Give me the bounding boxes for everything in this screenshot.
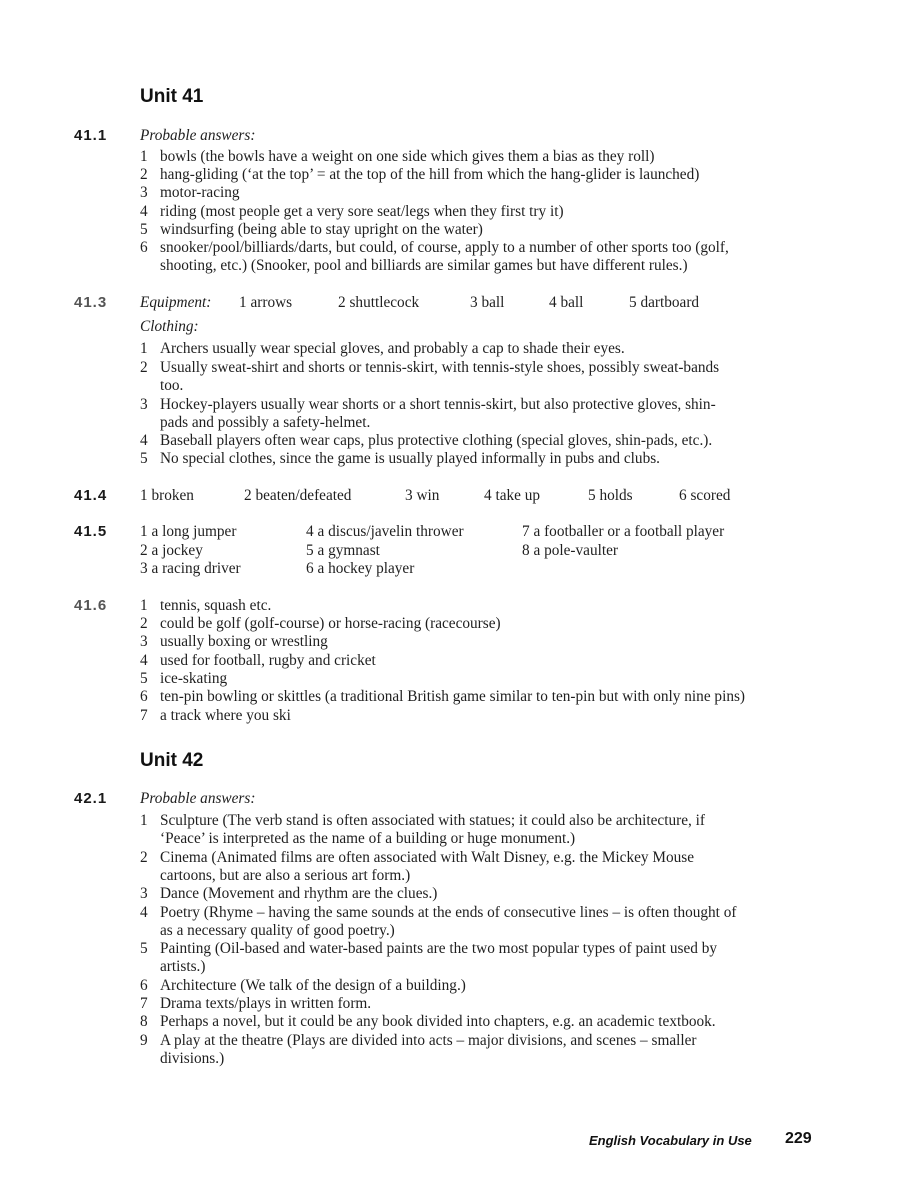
exercise-41-1-heading: Probable answers:	[140, 127, 256, 144]
answer-word: 1 a long jumper	[140, 523, 237, 540]
item-number: 4	[140, 432, 148, 449]
equipment-answer: 3 ball	[470, 294, 505, 311]
equipment-answer: 5 dartboard	[629, 294, 700, 311]
answer-line: used for football, rugby and cricket	[160, 652, 376, 669]
item-number: 2	[140, 359, 148, 376]
answer-line: tennis, squash etc.	[160, 597, 272, 614]
answer-line: Dance (Movement and rhythm are the clues.)	[160, 885, 438, 902]
answer-line: pads and possibly a safety-helmet.	[160, 414, 371, 431]
answer-word: 6 a hockey player	[306, 560, 415, 577]
clothing-label: Clothing:	[140, 318, 199, 335]
item-number: 9	[140, 1032, 148, 1049]
answer-line: ice-skating	[160, 670, 228, 687]
answer-line: as a necessary quality of good poetry.)	[160, 922, 395, 939]
item-number: 5	[140, 940, 148, 957]
answer-line: cartoons, but are also a serious art form.)	[160, 867, 411, 884]
item-number: 1	[140, 148, 148, 165]
answer-line: a track where you ski	[160, 707, 291, 724]
exercise-41-4-number: 41.4	[74, 487, 108, 504]
exercise-41-6-number: 41.6	[74, 597, 108, 614]
item-number: 8	[140, 1013, 148, 1030]
answer-line: Archers usually wear special gloves, and probably a cap to shade their eyes.	[160, 340, 625, 357]
page-number: 229	[785, 1130, 812, 1147]
answer-line: windsurfing (being able to stay upright on the water)	[160, 221, 483, 238]
item-number: 4	[140, 904, 148, 921]
item-number: 4	[140, 652, 148, 669]
item-number: 5	[140, 221, 148, 238]
answer-line: Sculpture (The verb stand is often associated with statues; it could also be architecture, if	[160, 812, 705, 829]
answer-line: ten-pin bowling or skittles (a traditional British game similar to ten-pin but with only nine pins)	[160, 688, 746, 705]
answer-line: Hockey-players usually wear shorts or a short tennis-skirt, but also protective gloves, shin-	[160, 396, 716, 413]
answer-line: artists.)	[160, 958, 206, 975]
equipment-answer: 4 ball	[549, 294, 584, 311]
answer-line: Painting (Oil-based and water-based paints are the two most popular types of paint used by	[160, 940, 718, 957]
item-number: 3	[140, 885, 148, 902]
answer-word: 4 a discus/javelin thrower	[306, 523, 464, 540]
answer-line: bowls (the bowls have a weight on one side which gives them a bias as they roll)	[160, 148, 655, 165]
answer-line: A play at the theatre (Plays are divided into acts – major divisions, and scenes – smaller	[160, 1032, 697, 1049]
answer-line: No special clothes, since the game is usually played informally in pubs and clubs.	[160, 450, 661, 467]
exercise-42-1-heading: Probable answers:	[140, 790, 256, 807]
answer-line: ‘Peace’ is interpreted as the name of a building or huge monument.)	[160, 830, 576, 847]
item-number: 4	[140, 203, 148, 220]
answer-line: could be golf (golf-course) or horse-racing (racecourse)	[160, 615, 501, 632]
answer-line: motor-racing	[160, 184, 240, 201]
equipment-label: Equipment:	[140, 294, 212, 311]
answer-line: shooting, etc.) (Snooker, pool and billiards are similar games but have different rules.)	[160, 257, 688, 274]
answer-line: Cinema (Animated films are often associated with Walt Disney, e.g. the Mickey Mouse	[160, 849, 695, 866]
answer-line: Usually sweat-shirt and shorts or tennis-skirt, with tennis-style shoes, possibly sweat-bands	[160, 359, 720, 376]
item-number: 3	[140, 396, 148, 413]
item-number: 5	[140, 670, 148, 687]
unit-41-title: Unit 41	[140, 86, 204, 107]
item-number: 3	[140, 184, 148, 201]
answer-word: 2 a jockey	[140, 542, 203, 559]
item-number: 6	[140, 688, 148, 705]
answer-word: 6 scored	[679, 487, 731, 504]
exercise-41-5-number: 41.5	[74, 523, 108, 540]
answer-word: 3 a racing driver	[140, 560, 241, 577]
answer-line: riding (most people get a very sore seat/legs when they first try it)	[160, 203, 564, 220]
answer-line: divisions.)	[160, 1050, 225, 1067]
exercise-41-1-number: 41.1	[74, 127, 108, 144]
answer-word: 8 a pole-vaulter	[522, 542, 618, 559]
item-number: 5	[140, 450, 148, 467]
answer-word: 5 holds	[588, 487, 633, 504]
item-number: 3	[140, 633, 148, 650]
item-number: 2	[140, 166, 148, 183]
answer-word: 2 beaten/defeated	[244, 487, 352, 504]
exercise-42-1-number: 42.1	[74, 790, 108, 807]
answer-line: snooker/pool/billiards/darts, but could, of course, apply to a number of other sports too (golf,	[160, 239, 729, 256]
item-number: 7	[140, 995, 148, 1012]
item-number: 7	[140, 707, 148, 724]
item-number: 6	[140, 977, 148, 994]
answer-word: 7 a footballer or a football player	[522, 523, 725, 540]
item-number: 1	[140, 597, 148, 614]
answer-line: usually boxing or wrestling	[160, 633, 328, 650]
answer-line: Poetry (Rhyme – having the same sounds at the ends of consecutive lines – is often thought of	[160, 904, 737, 921]
answer-line: Baseball players often wear caps, plus protective clothing (special gloves, shin-pads, etc.).	[160, 432, 713, 449]
equipment-answer: 1 arrows	[239, 294, 293, 311]
answer-word: 3 win	[405, 487, 440, 504]
answer-word: 5 a gymnast	[306, 542, 380, 559]
item-number: 1	[140, 812, 148, 829]
answer-line: Perhaps a novel, but it could be any book divided into chapters, e.g. an academic textbook.	[160, 1013, 716, 1030]
footer-book-title: English Vocabulary in Use	[589, 1133, 752, 1148]
answer-word: 4 take up	[484, 487, 541, 504]
answer-line: Architecture (We talk of the design of a building.)	[160, 977, 466, 994]
item-number: 1	[140, 340, 148, 357]
equipment-answer: 2 shuttlecock	[338, 294, 420, 311]
unit-42-title: Unit 42	[140, 750, 204, 771]
answer-line: too.	[160, 377, 184, 394]
item-number: 6	[140, 239, 148, 256]
answer-line: hang-gliding (‘at the top’ = at the top of the hill from which the hang-glider is launched)	[160, 166, 700, 183]
exercise-41-3-number: 41.3	[74, 294, 108, 311]
answer-line: Drama texts/plays in written form.	[160, 995, 372, 1012]
answer-word: 1 broken	[140, 487, 194, 504]
item-number: 2	[140, 849, 148, 866]
item-number: 2	[140, 615, 148, 632]
